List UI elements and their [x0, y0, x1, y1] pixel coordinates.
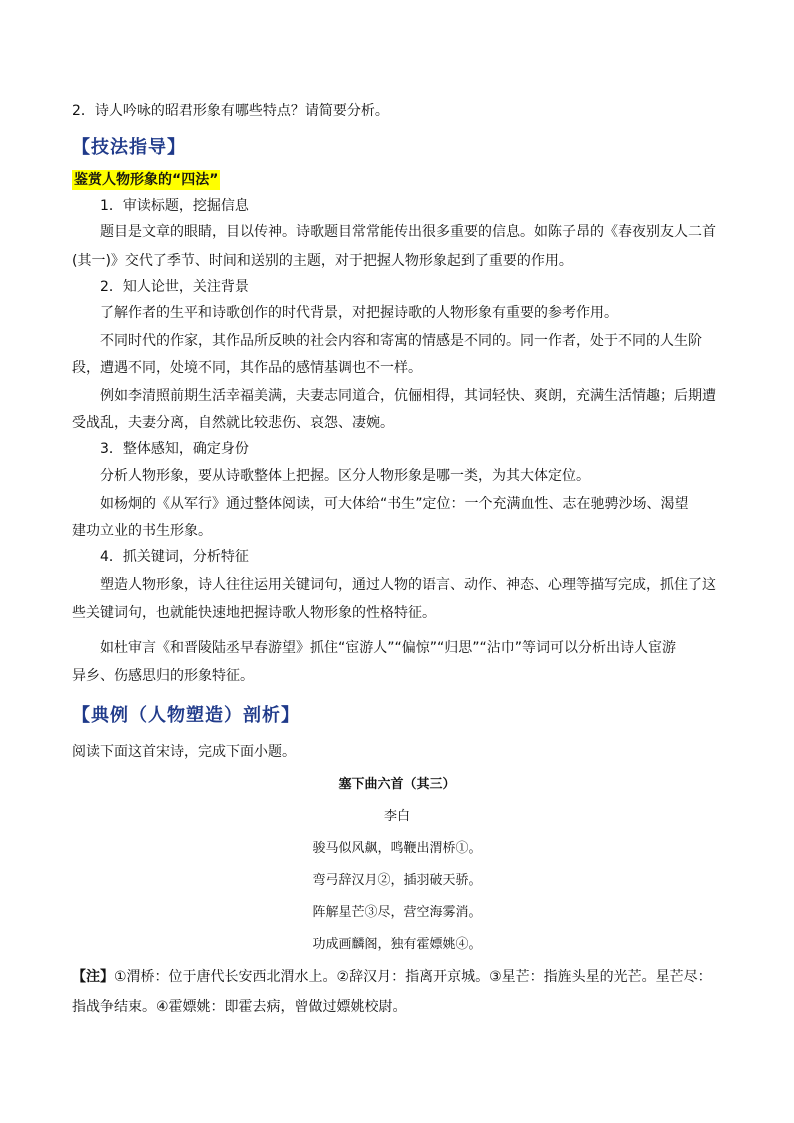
poem-line: 功成画麟阁，独有霍嫖姚④。	[312, 937, 482, 952]
paragraph-line: 题目是文章的眼睛，目以传神。诗歌题目常常能传出很多重要的信息。如陈子昂的《春夜别友人二首	[100, 224, 716, 240]
paragraph-line: 异乡、伤感思归的形象特征。	[72, 668, 254, 684]
paragraph-line: 分析人物形象，要从诗歌整体上把握。区分人物形象是哪一类，为其大体定位。	[100, 468, 590, 484]
paragraph-line: 不同时代的作家，其作品所反映的社会内容和寄寓的情感是不同的。同一作者，处于不同的人生阶	[100, 333, 702, 349]
poem-author: 李白	[383, 809, 410, 824]
paragraph-line: 受战乱，夫妻分离，自然就比较悲伤、哀怨、凄婉。	[72, 415, 394, 431]
highlighted-title: 鉴赏人物形象的“四法”	[74, 172, 219, 188]
method3-title: 3．整体感知，确定身份	[100, 441, 249, 457]
note-line	[72, 967, 712, 987]
method4-title: 4．抓关键词，分析特征	[100, 549, 249, 565]
paragraph-line: 如杜审言《和晋陵陆丞早春游望》抓住“宦游人”“偏惊”“归思”“沾巾”等词可以分析出诗人宦游	[100, 640, 677, 656]
instruction-text: 阅读下面这首宋诗，完成下面小题。	[72, 744, 296, 760]
paragraph-line: 些关键词句，也就能快速地把握诗歌人物形象的性格特征。	[72, 605, 436, 621]
question-text: 2．诗人吟咏的昭君形象有哪些特点？请简要分析。	[72, 103, 389, 119]
poem-title: 塞下曲六首（其三）	[338, 777, 456, 792]
note-line: 指战争结束。④霍嫖姚：即霍去病，曾做过嫖姚校尉。	[72, 999, 407, 1015]
paragraph-line: 建功立业的书生形象。	[72, 523, 212, 539]
paragraph-line: 段，遭遇不同，处境不同，其作品的感情基调也不一样。	[72, 360, 422, 376]
paragraph-line: (其一)》交代了季节、时间和送别的主题，对于把握人物形象起到了重要的作用。	[72, 253, 573, 269]
poem-line: 弯弓辞汉月②，插羽破天骄。	[312, 873, 482, 888]
note-label: 【注】	[72, 969, 114, 985]
paragraph-line: 塑造人物形象，诗人往往运用关键词句，通过人物的语言、动作、神态、心理等描写完成，抓住了这	[100, 577, 716, 593]
paragraph-line: 例如李清照前期生活幸福美满，夫妻志同道合，伉俪相得，其词轻快、爽朗，充满生活情趣；后期遭	[100, 388, 716, 404]
paragraph-line: 如杨炯的《从军行》通过整体阅读，可大体给“书生”定位：一个充满血性、志在驰骋沙场、渴望	[100, 496, 689, 512]
paragraph-line: 了解作者的生平和诗歌创作的时代背景，对把握诗歌的人物形象有重要的参考作用。	[100, 305, 618, 321]
note-text: ①渭桥：位于唐代长安西北渭水上。②辞汉月：指离开京城。③星芒：指旌头星的光芒。星芒尽：	[114, 969, 712, 985]
method2-title: 2．知人论世，关注背景	[100, 279, 249, 295]
method1-title: 1．审读标题，挖掘信息	[100, 198, 249, 214]
example-heading: 【典例（人物塑造）剖析】	[72, 705, 300, 726]
poem-line: 骏马似风飙，鸣鞭出渭桥①。	[312, 841, 482, 856]
technique-heading: 【技法指导】	[72, 137, 186, 158]
poem-line: 阵解星芒③尽，营空海雾消。	[312, 905, 482, 920]
